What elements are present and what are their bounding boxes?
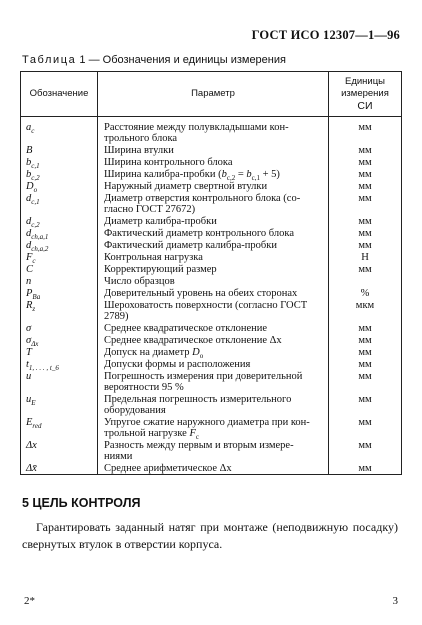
row-symbol: B: [26, 145, 33, 156]
row-unit: мм: [358, 145, 372, 156]
row-parameter-line: Ширина контрольного блока: [104, 157, 233, 168]
row-unit: мм: [358, 347, 372, 358]
header-parameter: Параметр: [191, 88, 235, 99]
header-units: [329, 76, 401, 112]
row-unit: мм: [358, 216, 372, 227]
row-parameter: [104, 193, 324, 215]
row-symbol: $b_{c,2}$: [26, 169, 40, 183]
row-parameter-line: Число образцов: [104, 276, 175, 287]
header-units-line1: Единицы: [344, 76, 385, 87]
row-parameter-line: Среднее квадратическое отклонение: [104, 323, 268, 334]
header-symbol: Обозначение: [29, 88, 89, 99]
row-parameter: [104, 228, 324, 239]
caption-text: — Обозначения и единицы измерения: [85, 54, 286, 66]
row-symbol: $t_{1, . . . , t\_6}$: [26, 359, 59, 373]
row-unit: мм: [358, 240, 372, 251]
section-title: 5 ЦЕЛЬ КОНТРОЛЯ: [22, 496, 141, 510]
row-parameter-line: ниями: [104, 451, 133, 462]
row-unit: мм: [358, 228, 372, 239]
header-units-line3: СИ: [357, 100, 373, 112]
row-parameter-line: Разность между первым и вторым измере-: [104, 440, 294, 451]
row-parameter: [104, 157, 324, 168]
row-unit: Н: [361, 252, 369, 263]
designations-table: [20, 71, 402, 475]
row-unit: мм: [358, 122, 372, 133]
caption-number: 1: [79, 54, 86, 66]
row-unit: мм: [358, 264, 372, 275]
row-parameter-line: Допуск на диаметр $D_o$: [104, 347, 204, 361]
row-unit: мм: [358, 394, 372, 405]
row-symbol: $d_{c,2}$: [26, 216, 40, 230]
section-paragraph: Гарантировать заданный натяг при монтаже (неподвижную посадку) свернутых втулок в отверстии корпуса.: [22, 520, 398, 551]
header-units-line2: измерения: [341, 88, 389, 99]
row-unit: мм: [358, 323, 372, 334]
row-parameter-line: Наружный диаметр свертной втулки: [104, 181, 268, 192]
row-parameter: [104, 276, 324, 287]
footer-mark: 2*: [24, 595, 35, 607]
row-parameter-line: Шероховатость поверхности (согласно ГОСТ: [104, 300, 308, 311]
row-parameter-line: Контрольная нагрузка: [104, 252, 203, 263]
row-symbol: $u_E$: [26, 394, 36, 408]
row-unit: мкм: [355, 300, 375, 311]
row-parameter: [104, 288, 324, 299]
row-unit: мм: [358, 463, 372, 474]
row-parameter: [104, 359, 324, 370]
row-symbol: C: [26, 264, 34, 275]
row-symbol: $d_{c,1}$: [26, 193, 40, 207]
table-caption: [22, 54, 286, 66]
row-unit: мм: [358, 169, 372, 180]
row-parameter-line: Доверительный уровень на обеих сторонах: [104, 288, 298, 299]
row-parameter-line: Корректирующий размер: [104, 264, 217, 275]
column-divider: [97, 72, 98, 474]
row-parameter: [104, 371, 324, 393]
row-parameter: [104, 252, 324, 263]
row-parameter-line: Предельная погрешность измерительного: [104, 394, 292, 405]
row-symbol: $b_{c,1}$: [26, 157, 40, 171]
row-parameter: [104, 216, 324, 227]
row-parameter-line: Диаметр отверстия контрольного блока (со-: [104, 193, 301, 204]
row-symbol: $F_c$: [26, 252, 36, 266]
row-parameter: [104, 122, 324, 144]
page-number: 3: [392, 595, 398, 607]
row-symbol: $d_{ch,a,1}$: [26, 228, 49, 242]
row-parameter-line: гласно ГОСТ 27672): [104, 204, 196, 215]
column-divider: [328, 72, 329, 474]
row-parameter-line: Среднее квадратическое отклонение Δx: [104, 335, 282, 346]
row-parameter-line: трольной нагрузке $F_c$: [104, 428, 199, 442]
row-parameter-line: Погрешность измерения при доверительной: [104, 371, 303, 382]
row-symbol: $E_{red}$: [26, 417, 42, 431]
row-symbol: n: [26, 276, 32, 287]
row-symbol: $D_o$: [26, 181, 38, 195]
row-parameter: [104, 145, 324, 156]
row-unit: мм: [358, 157, 372, 168]
row-parameter: [104, 463, 324, 474]
row-parameter-line: Фактический диаметр контрольного блока: [104, 228, 294, 239]
row-parameter-line: оборудования: [104, 405, 166, 416]
row-parameter-line: Фактический диаметр калибра-пробки: [104, 240, 277, 251]
row-symbol: u: [26, 371, 32, 382]
row-parameter-line: Допуски формы и расположения: [104, 359, 251, 370]
row-symbol: Δx: [26, 440, 37, 451]
row-parameter: [104, 335, 324, 346]
row-symbol: $\sigma_{\Delta x}$: [26, 335, 39, 349]
row-unit: мм: [358, 371, 372, 382]
row-parameter-line: Расстояние между полувкладышами кон-: [104, 122, 289, 133]
caption-label: Таблица: [22, 54, 77, 66]
row-parameter: [104, 440, 324, 462]
document-header: ГОСТ ИСО 12307—1—96: [251, 28, 400, 42]
row-parameter-line: Ширина калибра-пробки $(b_{c,2} = b_{c,1} + 5)$: [104, 169, 280, 183]
row-symbol: σ: [26, 323, 32, 334]
row-parameter-line: Ширина втулки: [104, 145, 174, 156]
row-parameter-line: 2789): [104, 311, 129, 322]
row-unit: %: [360, 288, 370, 299]
row-unit: мм: [358, 359, 372, 370]
row-symbol: Δx̄: [26, 463, 37, 474]
header-divider: [21, 116, 401, 117]
row-symbol: $P_{Ba}$: [26, 288, 41, 302]
row-parameter-line: вероятности 95 %: [104, 382, 184, 393]
row-parameter-line: Упругое сжатие наружного диаметра при кон-: [104, 417, 310, 428]
row-unit: мм: [358, 181, 372, 192]
row-symbol: $a_c$: [26, 122, 35, 136]
row-unit: мм: [358, 193, 372, 204]
row-parameter: [104, 264, 324, 275]
row-unit: мм: [358, 440, 372, 451]
row-parameter: [104, 394, 324, 416]
row-parameter: [104, 181, 324, 192]
row-parameter: [104, 323, 324, 334]
row-parameter-line: Среднее арифметическое Δx: [104, 463, 232, 474]
row-symbol: T: [26, 347, 32, 358]
row-unit: мм: [358, 417, 372, 428]
row-parameter: [104, 240, 324, 251]
row-unit: мм: [358, 335, 372, 346]
row-parameter: [104, 300, 324, 322]
row-parameter-line: трольного блока: [104, 133, 178, 144]
row-parameter-line: Диаметр калибра-пробки: [104, 216, 217, 227]
row-symbol: $R_z$: [26, 300, 36, 314]
row-symbol: $d_{ch,a,2}$: [26, 240, 49, 254]
